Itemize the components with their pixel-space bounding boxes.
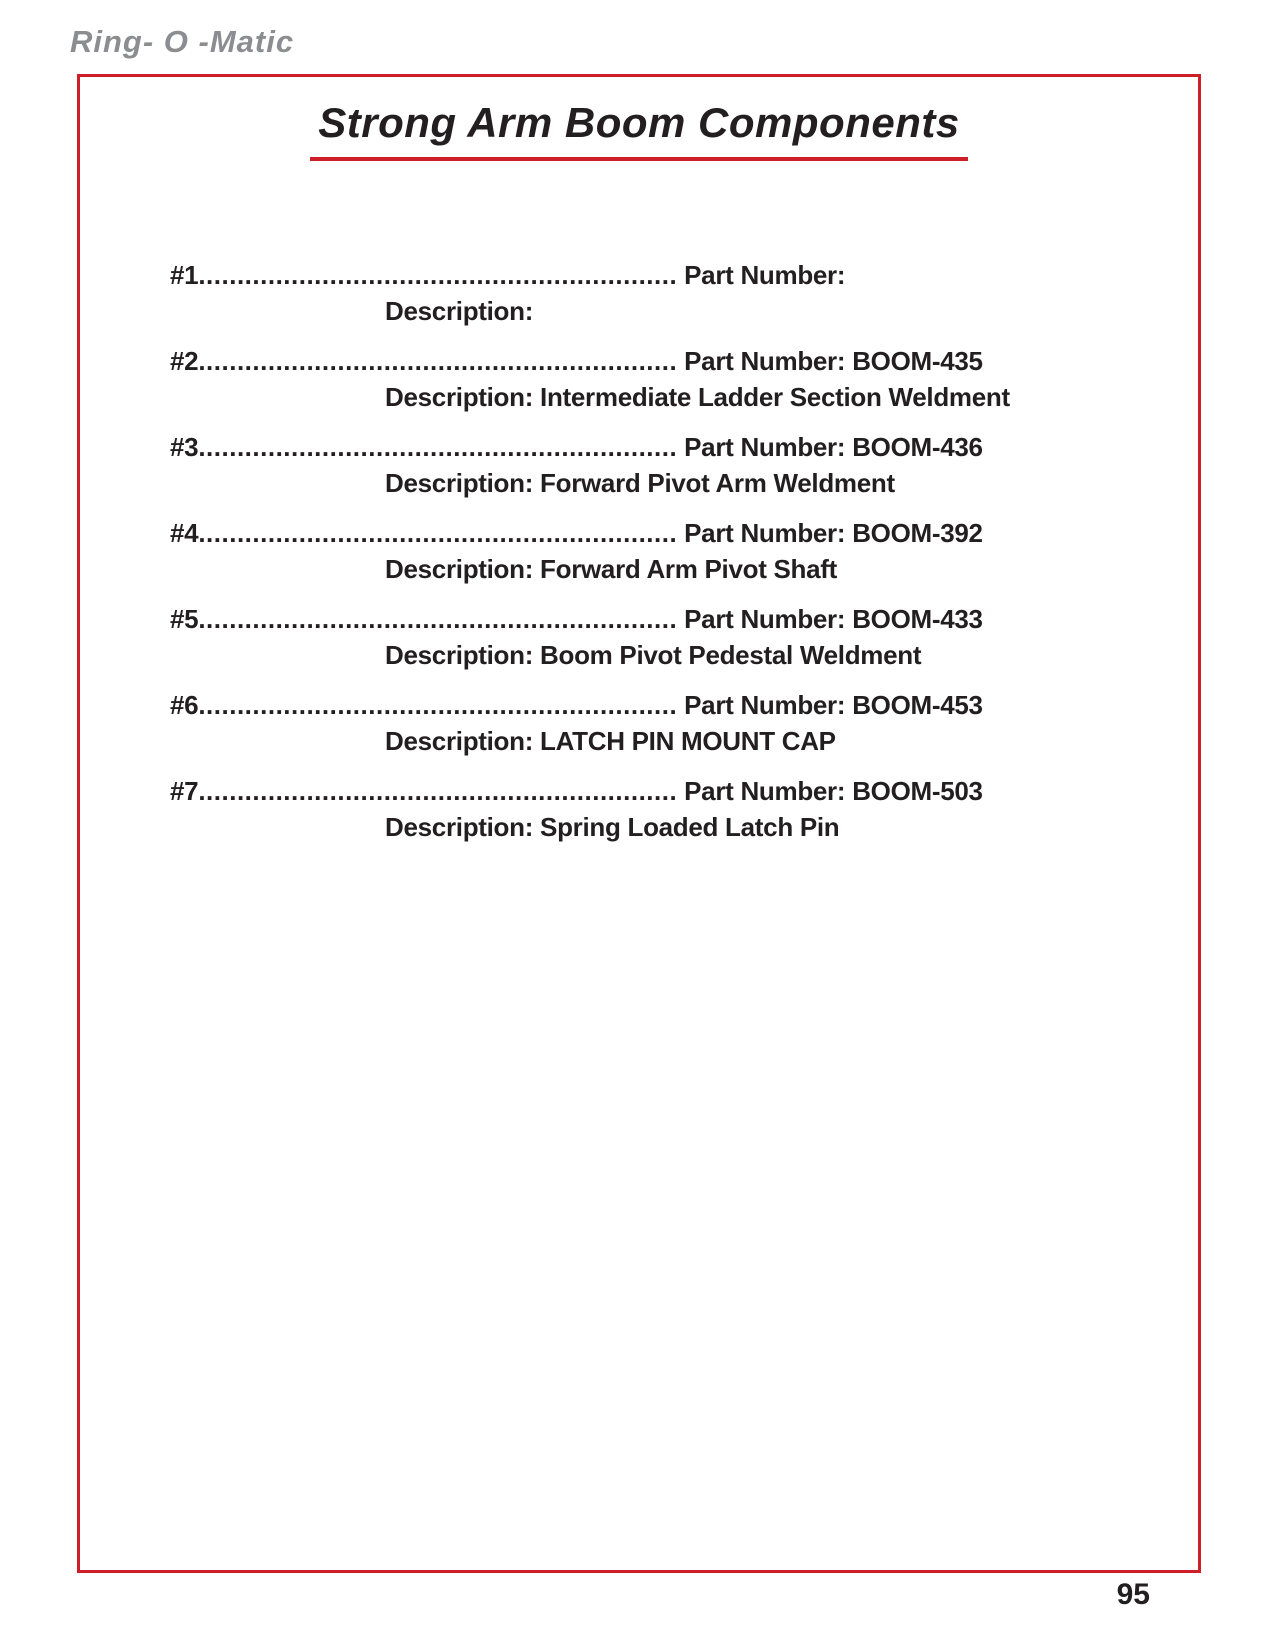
- description-label: Description:: [385, 468, 534, 498]
- part-number-label: Part Number:: [684, 346, 846, 376]
- dot-leader: ..............................................................: [198, 690, 678, 720]
- item-number: #1: [170, 260, 199, 290]
- part-number-line: [170, 687, 1168, 723]
- description-line: [170, 809, 1168, 845]
- part-number-label: Part Number:: [684, 518, 846, 548]
- part-number-value: BOOM-392: [852, 518, 983, 548]
- description-value: Forward Pivot Arm Weldment: [540, 468, 895, 498]
- description-label: Description:: [385, 812, 534, 842]
- description-value: LATCH PIN MOUNT CAP: [540, 726, 836, 756]
- description-label: Description:: [385, 554, 534, 584]
- part-number-line: [170, 343, 1168, 379]
- item-number: #7: [170, 776, 199, 806]
- description-line: [170, 637, 1168, 673]
- description-value: Forward Arm Pivot Shaft: [540, 554, 837, 584]
- part-number-label: Part Number:: [684, 690, 846, 720]
- dot-leader: ..............................................................: [198, 604, 678, 634]
- description-value: Spring Loaded Latch Pin: [540, 812, 840, 842]
- part-item-3: [170, 429, 1168, 501]
- description-label: Description:: [385, 726, 534, 756]
- description-line: [170, 465, 1168, 501]
- part-number-label: Part Number:: [684, 432, 846, 462]
- part-number-value: BOOM-435: [852, 346, 983, 376]
- description-value: Intermediate Ladder Section Weldment: [540, 382, 1010, 412]
- dot-leader: ..............................................................: [198, 346, 678, 376]
- description-line: [170, 379, 1168, 415]
- description-line: [170, 551, 1168, 587]
- part-number-line: [170, 257, 1168, 293]
- content-frame: [77, 74, 1201, 1573]
- parts-list: [170, 257, 1168, 859]
- description-value: Boom Pivot Pedestal Weldment: [540, 640, 922, 670]
- part-item-6: [170, 687, 1168, 759]
- part-number-value: BOOM-503: [852, 776, 983, 806]
- part-number-value: BOOM-436: [852, 432, 983, 462]
- dot-leader: ..............................................................: [198, 518, 678, 548]
- part-item-1: [170, 257, 1168, 329]
- part-item-7: [170, 773, 1168, 845]
- page-number: 95: [1116, 1578, 1150, 1611]
- part-number-label: Part Number:: [684, 260, 846, 290]
- part-number-label: Part Number:: [684, 604, 846, 634]
- part-item-2: [170, 343, 1168, 415]
- part-number-value: BOOM-433: [852, 604, 983, 634]
- item-number: #3: [170, 432, 199, 462]
- part-number-line: [170, 773, 1168, 809]
- dot-leader: ..............................................................: [198, 260, 678, 290]
- part-number-line: [170, 429, 1168, 465]
- description-label: Description:: [385, 296, 534, 326]
- description-line: [170, 293, 1168, 329]
- part-number-label: Part Number:: [684, 776, 846, 806]
- dot-leader: ..............................................................: [198, 432, 678, 462]
- title-container: [80, 99, 1198, 161]
- item-number: #2: [170, 346, 199, 376]
- part-item-4: [170, 515, 1168, 587]
- item-number: #6: [170, 690, 199, 720]
- description-line: [170, 723, 1168, 759]
- part-number-line: [170, 515, 1168, 551]
- item-number: #5: [170, 604, 199, 634]
- part-item-5: [170, 601, 1168, 673]
- description-label: Description:: [385, 640, 534, 670]
- page-title: Strong Arm Boom Components: [310, 99, 967, 161]
- description-label: Description:: [385, 382, 534, 412]
- part-number-value: BOOM-453: [852, 690, 983, 720]
- dot-leader: ..............................................................: [198, 776, 678, 806]
- item-number: #4: [170, 518, 199, 548]
- brand-logo: Ring- O -Matic: [70, 24, 295, 59]
- part-number-line: [170, 601, 1168, 637]
